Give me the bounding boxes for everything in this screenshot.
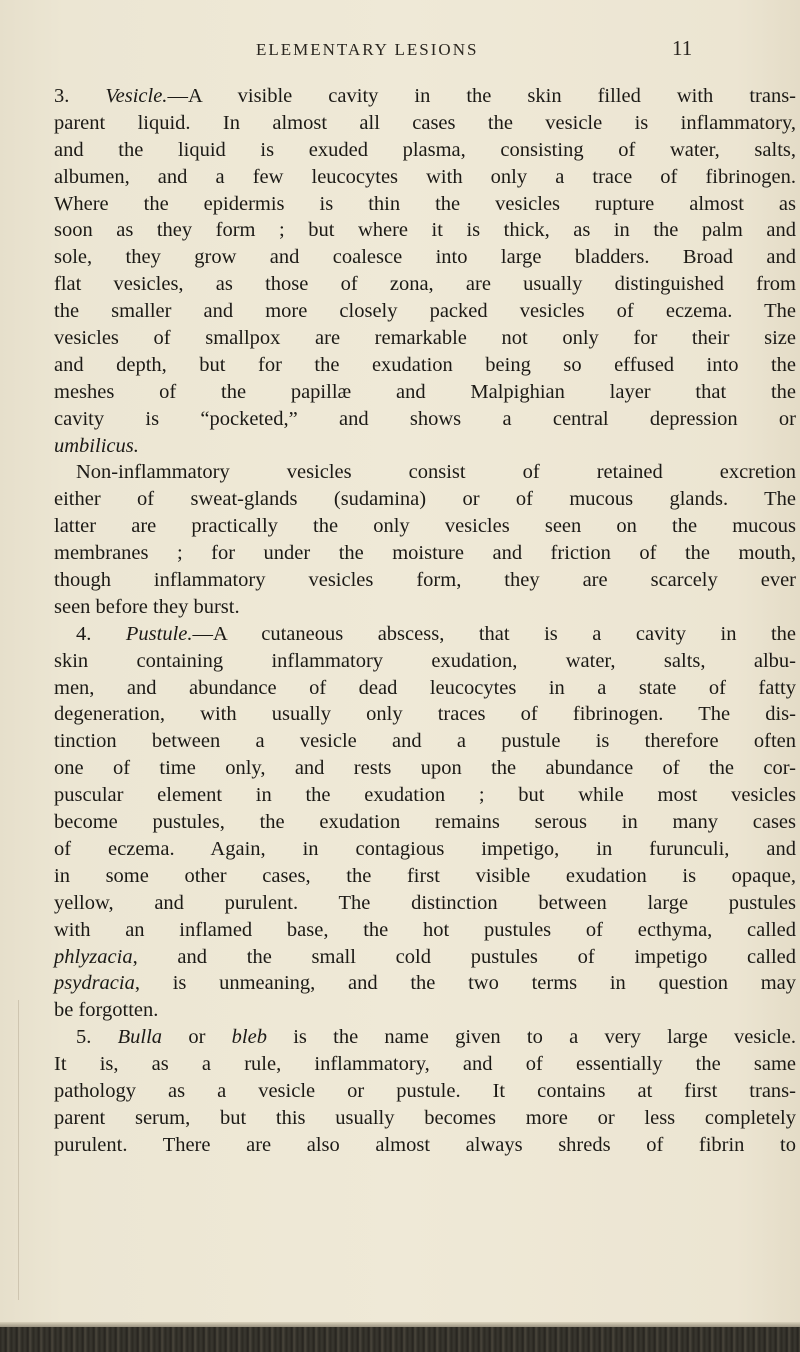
text-line: seen before they burst. bbox=[54, 595, 240, 618]
text-line: latter are practically the only vesicles seen on the mucous bbox=[54, 515, 796, 538]
text-line: the smaller and more closely packed vesicles of eczema. The bbox=[54, 300, 796, 323]
text-line: with an inflamed base, the hot pustules of ecthyma, called bbox=[54, 918, 796, 941]
text-line: parent liquid. In almost all cases the vesicle is inflammatory, bbox=[54, 111, 796, 134]
text-line: become pustules, the exudation remains serous in many cases bbox=[54, 811, 796, 834]
text-line: phlyzacia, and the small cold pustules of impetigo called bbox=[54, 945, 796, 968]
text-line: Non-inflammatory vesicles consist of retained excretion bbox=[76, 461, 796, 484]
text-line: of eczema. Again, in contagious impetigo, in furunculi, and bbox=[54, 837, 796, 860]
text-line: pathology as a vesicle or pustule. It contains at first trans- bbox=[54, 1079, 796, 1102]
text-line: puscular element in the exudation ; but while most vesicles bbox=[54, 784, 796, 807]
text-line: vesicles of smallpox are remarkable not only for their size bbox=[54, 327, 796, 350]
text-line: cavity is “pocketed,” and shows a central depression or bbox=[54, 407, 796, 430]
text-line: be forgotten. bbox=[54, 999, 159, 1022]
text-line: 5. Bulla or bleb is the name given to a very large vesicle. bbox=[76, 1026, 797, 1049]
text-line: soon as they form ; but where it is thick, as in the palm and bbox=[54, 219, 796, 242]
text-line: membranes ; for under the moisture and friction of the mouth, bbox=[54, 542, 796, 565]
text-line: 4. Pustule.—A cutaneous abscess, that is a cavity in the bbox=[76, 622, 797, 645]
text-line: It is, as a rule, inflammatory, and of essentially the same bbox=[54, 1053, 796, 1076]
text-line: though inflammatory vesicles form, they are scarcely ever bbox=[54, 569, 796, 592]
text-line: meshes of the papillæ and Malpighian layer that the bbox=[54, 380, 796, 403]
page-edge-shadow bbox=[18, 1000, 19, 1300]
text-line: skin containing inflammatory exudation, water, salts, albu- bbox=[54, 649, 796, 672]
text-line: one of time only, and rests upon the abundance of the cor- bbox=[54, 757, 796, 780]
text-line: sole, they grow and coalesce into large bladders. Broad and bbox=[54, 246, 796, 269]
page-header bbox=[0, 36, 800, 62]
text-line: umbilicus. bbox=[54, 434, 139, 457]
text-line: purulent. There are also almost always shreds of fibrin to bbox=[54, 1133, 796, 1156]
text-line: men, and abundance of dead leucocytes in a state of fatty bbox=[54, 676, 796, 699]
running-head: ELEMENTARY LESIONS bbox=[256, 40, 479, 59]
text-line: flat vesicles, as those of zona, are usually distinguished from bbox=[54, 273, 796, 296]
text-line: 3. Vesicle.—A visible cavity in the skin filled with trans- bbox=[54, 85, 796, 107]
text-line: tinction between a vesicle and a pustule is therefore often bbox=[54, 730, 796, 753]
body-text bbox=[54, 83, 796, 1159]
page-bottom-edge bbox=[0, 1327, 800, 1352]
text-line: parent serum, but this usually becomes more or less completely bbox=[54, 1106, 796, 1129]
text-line: albumen, and a few leucocytes with only a trace of fibrinogen. bbox=[54, 165, 796, 188]
text-line: Where the epidermis is thin the vesicles rupture almost as bbox=[54, 192, 796, 215]
text-line: and depth, but for the exudation being so effused into the bbox=[54, 353, 796, 376]
page-number: 11 bbox=[672, 36, 693, 60]
text-line: in some other cases, the first visible exudation is opaque, bbox=[54, 864, 796, 887]
text-line: psydracia, is unmeaning, and the two terms in question may bbox=[54, 972, 796, 995]
text-line: and the liquid is exuded plasma, consisting of water, salts, bbox=[54, 138, 796, 161]
text-line: either of sweat-glands (sudamina) or of mucous glands. The bbox=[54, 488, 796, 511]
text-line: degeneration, with usually only traces of fibrinogen. The dis- bbox=[54, 703, 796, 726]
text-line: yellow, and purulent. The distinction between large pustules bbox=[54, 891, 796, 914]
